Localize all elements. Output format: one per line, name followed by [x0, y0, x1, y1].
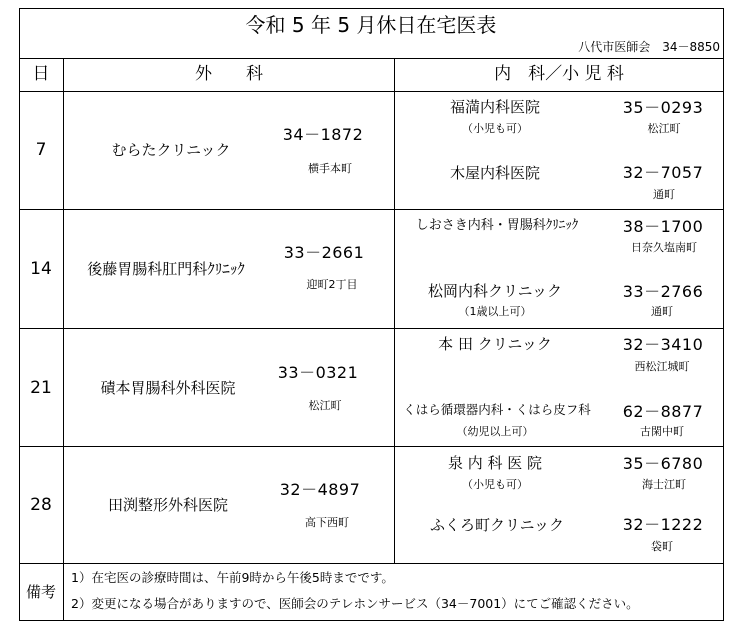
- internal-clinic-name: 木屋内科医院: [449, 164, 541, 182]
- surgery-clinic-name: むらたクリニック: [111, 141, 231, 159]
- internal-address: 海士江町: [642, 478, 686, 491]
- internal-phone: 32－1222: [622, 515, 704, 534]
- surgery-clinic-name: 田渕整形外科医院: [107, 496, 229, 514]
- internal-clinic-name: 泉 内 科 医 院: [447, 454, 543, 472]
- rule: [63, 58, 64, 563]
- rule: [19, 328, 724, 329]
- remark-line: 2）変更になる場合がありますので、医師会のテレホンサービス（34－7001）にてご確認ください。: [71, 596, 639, 611]
- internal-clinic-note: （小児も可）: [462, 478, 528, 491]
- surgery-address: 松江町: [308, 399, 342, 412]
- day-cell: 28: [30, 495, 52, 515]
- internal-phone: 32－7057: [622, 163, 704, 182]
- internal-address: 西松江城町: [634, 360, 690, 373]
- header-internal: 内 科／小 児 科: [494, 64, 624, 84]
- page-title: 令和 5 年 5 月休日在宅医表: [245, 13, 497, 37]
- internal-phone: 38－1700: [622, 217, 704, 236]
- rule: [394, 58, 395, 563]
- internal-clinic-name: ふくろ町クリニック: [429, 516, 565, 534]
- internal-clinic-note: （幼児以上可）: [456, 425, 534, 438]
- header-day: 日: [32, 64, 50, 84]
- schedule-table: [19, 8, 724, 621]
- surgery-phone: 32－4897: [279, 480, 361, 499]
- internal-phone: 35－0293: [622, 98, 704, 117]
- surgery-address: 高下西町: [305, 516, 349, 529]
- surgery-phone: 34－1872: [282, 125, 364, 144]
- internal-address: 袋町: [651, 540, 673, 553]
- internal-clinic-name: くはら循環器内科・くはら皮フ科: [403, 402, 591, 417]
- surgery-phone: 33－0321: [277, 363, 359, 382]
- internal-phone: 33－2766: [622, 282, 704, 301]
- rule: [19, 209, 724, 210]
- day-cell: 14: [30, 259, 52, 279]
- surgery-address: 横手本町: [308, 162, 352, 175]
- internal-phone: 62－8877: [622, 402, 704, 421]
- internal-address: 松江町: [647, 122, 681, 135]
- rule: [19, 91, 724, 92]
- internal-address: 通町: [653, 188, 675, 201]
- internal-clinic-note: （1歳以上可）: [458, 305, 532, 318]
- day-cell: 7: [35, 140, 47, 160]
- rule: [19, 563, 724, 564]
- internal-address: 古閑中町: [640, 425, 684, 438]
- day-cell: 21: [30, 378, 52, 398]
- rule: [19, 446, 724, 447]
- surgery-address: 迎町2丁目: [306, 278, 358, 291]
- rule: [19, 58, 724, 59]
- internal-clinic-name: 本 田 クリニック: [438, 335, 552, 353]
- internal-clinic-note: （小児も可）: [462, 122, 528, 135]
- internal-address: 通町: [651, 305, 673, 318]
- internal-address: 日奈久塩南町: [631, 241, 697, 254]
- internal-clinic-name: しおさき内科・胃腸科ｸﾘﾆｯｸ: [415, 218, 579, 233]
- rule: [63, 563, 64, 621]
- header-surgery: 外 科: [195, 64, 263, 84]
- internal-clinic-name: 福満内科医院: [449, 98, 541, 116]
- remarks-label: 備考: [25, 583, 57, 601]
- surgery-clinic-name: 後藤胃腸科肛門科ｸﾘﾆｯｸ: [87, 260, 245, 278]
- surgery-phone: 33－2661: [283, 243, 365, 262]
- internal-phone: 35－6780: [622, 454, 704, 473]
- remark-line: 1）在宅医の診療時間は、午前9時から午後5時までです。: [71, 570, 394, 585]
- surgery-clinic-name: 磧本胃腸科外科医院: [100, 379, 236, 397]
- internal-clinic-name: 松岡内科クリニック: [427, 282, 563, 300]
- internal-phone: 32－3410: [622, 335, 704, 354]
- association-contact: 八代市医師会 34－8850: [578, 40, 720, 54]
